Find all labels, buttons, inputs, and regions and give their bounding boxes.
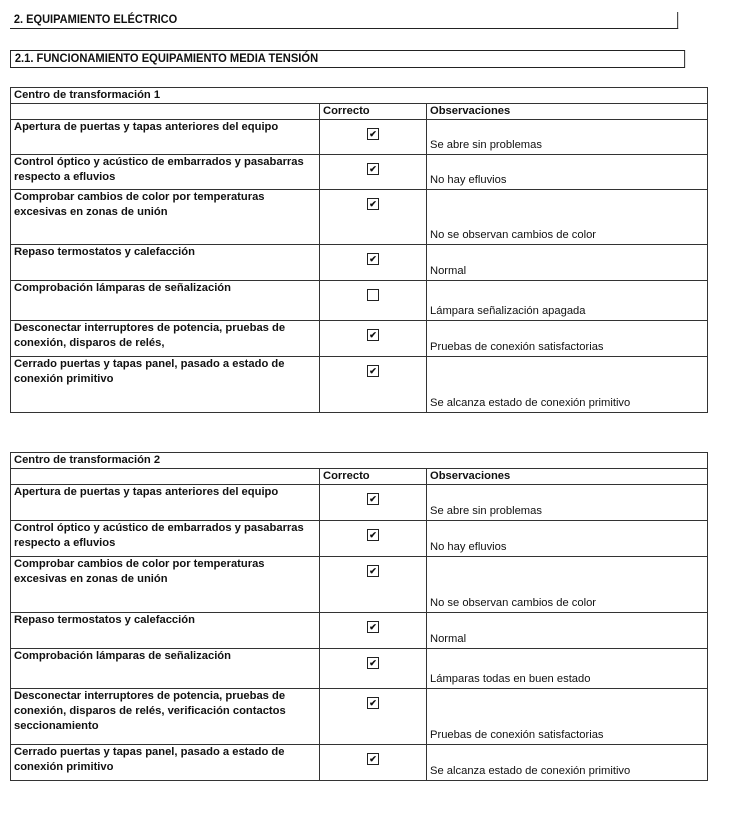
header-observations: Observaciones — [427, 104, 708, 120]
checkbox[interactable]: ✔ — [367, 493, 379, 505]
table-title: Centro de transformación 2 — [11, 453, 708, 469]
checkbox[interactable]: ✔ — [367, 128, 379, 140]
observation: Se abre sin problemas — [427, 485, 708, 521]
checkbox[interactable]: ✔ — [367, 565, 379, 577]
table-row — [11, 281, 708, 321]
observation: Pruebas de conexión satisfactorias — [427, 321, 708, 357]
table-row — [11, 745, 708, 781]
observation: Normal — [427, 245, 708, 281]
header-correct: Correcto — [320, 469, 427, 485]
item-label: Repaso termostatos y calefacción — [11, 245, 320, 281]
item-label: Comprobar cambios de color por temperaturas excesivas en zonas de unión — [11, 557, 320, 613]
table-row — [11, 120, 708, 155]
item-label: Comprobación lámparas de señalización — [11, 281, 320, 321]
observation: No hay efluvios — [427, 521, 708, 557]
inspection-table-2 — [10, 452, 708, 781]
observation: Pruebas de conexión satisfactorias — [427, 689, 708, 745]
header-blank — [11, 104, 320, 120]
checkbox[interactable]: ✔ — [367, 621, 379, 633]
table-row — [11, 155, 708, 190]
observation: No se observan cambios de color — [427, 557, 708, 613]
checkbox[interactable]: ✔ — [367, 529, 379, 541]
item-label: Apertura de puertas y tapas anteriores del equipo — [11, 485, 320, 521]
table-row — [11, 190, 708, 245]
table-row — [11, 689, 708, 745]
table-row — [11, 321, 708, 357]
item-label: Cerrado puertas y tapas panel, pasado a estado de conexión primitivo — [11, 745, 320, 781]
table-row — [11, 613, 708, 649]
observation: Normal — [427, 613, 708, 649]
observation: Se alcanza estado de conexión primitivo — [427, 357, 708, 413]
checkbox[interactable]: ✔ — [367, 365, 379, 377]
inspection-table-1 — [10, 87, 708, 413]
checkbox[interactable]: ✔ — [367, 697, 379, 709]
table-row — [11, 357, 708, 413]
checkbox[interactable]: ✔ — [367, 253, 379, 265]
item-label: Cerrado puertas y tapas panel, pasado a estado de conexión primitivo — [11, 357, 320, 413]
table-row — [11, 485, 708, 521]
table-row — [11, 649, 708, 689]
item-label: Control óptico y acústico de embarrados y pasabarras respecto a efluvios — [11, 521, 320, 557]
checkbox[interactable]: ✔ — [367, 163, 379, 175]
header-correct: Correcto — [320, 104, 427, 120]
checkbox[interactable] — [367, 289, 379, 301]
observation: Lámpara señalización apagada — [427, 281, 708, 321]
item-label: Comprobar cambios de color por temperaturas excesivas en zonas de unión — [11, 190, 320, 245]
item-label: Comprobación lámparas de señalización — [11, 649, 320, 689]
observation: No hay efluvios — [427, 155, 708, 190]
item-label: Desconectar interruptores de potencia, pruebas de conexión, disparos de relés, verificación contactos seccionamiento — [11, 689, 320, 745]
checkbox[interactable]: ✔ — [367, 753, 379, 765]
item-label: Desconectar interruptores de potencia, pruebas de conexión, disparos de relés, — [11, 321, 320, 357]
item-label: Apertura de puertas y tapas anteriores del equipo — [11, 120, 320, 155]
item-label: Control óptico y acústico de embarrados y pasabarras respecto a efluvios — [11, 155, 320, 190]
table-row — [11, 521, 708, 557]
table-row — [11, 557, 708, 613]
checkbox[interactable]: ✔ — [367, 329, 379, 341]
observation: Se abre sin problemas — [427, 120, 708, 155]
table-row — [11, 245, 708, 281]
table-title: Centro de transformación 1 — [11, 88, 708, 104]
checkbox[interactable]: ✔ — [367, 657, 379, 669]
section-title: 2. EQUIPAMIENTO ELÉCTRICO — [10, 12, 678, 29]
subsection-title: 2.1. FUNCIONAMIENTO EQUIPAMIENTO MEDIA TENSIÓN — [10, 50, 685, 68]
header-blank — [11, 469, 320, 485]
observation: Lámparas todas en buen estado — [427, 649, 708, 689]
observation: Se alcanza estado de conexión primitivo — [427, 745, 708, 781]
header-observations: Observaciones — [427, 469, 708, 485]
checkbox[interactable]: ✔ — [367, 198, 379, 210]
observation: No se observan cambios de color — [427, 190, 708, 245]
item-label: Repaso termostatos y calefacción — [11, 613, 320, 649]
